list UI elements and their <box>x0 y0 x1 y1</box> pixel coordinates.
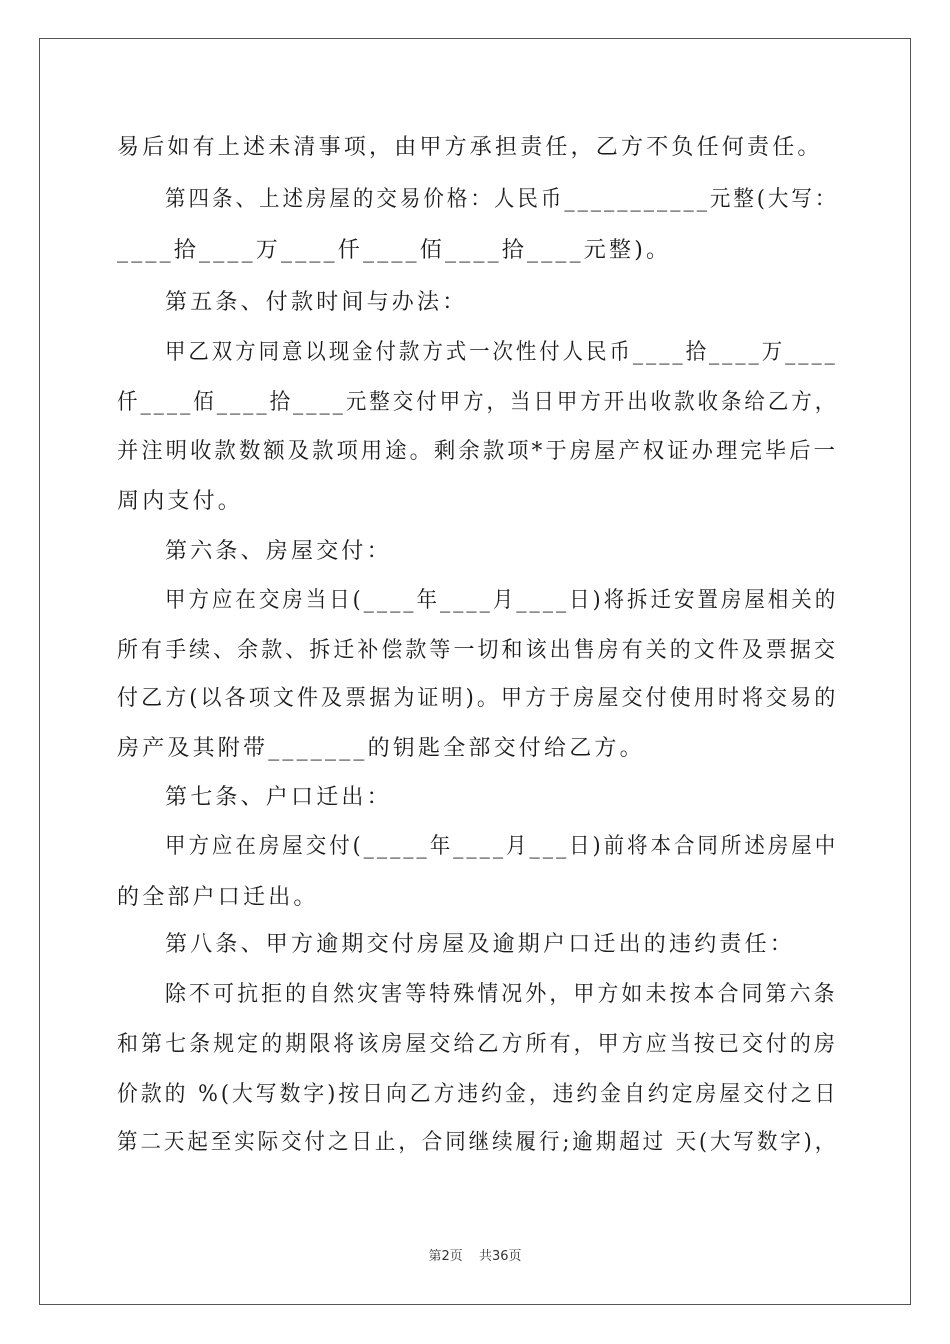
text-line: 甲方应在房屋交付(_____年____月___日)前将本合同所述房屋中 <box>165 834 839 859</box>
text-line: 房产及其附带_______的钥匙全部交付给乙方。 <box>117 736 645 761</box>
section-heading: 第六条、房屋交付： <box>165 539 392 564</box>
text-line: 的全部户口迁出。 <box>117 885 319 910</box>
page-footer <box>0 1245 950 1264</box>
page-border <box>39 38 911 1305</box>
text-line: 易后如有上述未清事项，由甲方承担责任，乙方不负任何责任。 <box>117 135 823 160</box>
text-line: 仟____佰____拾____元整交付甲方，当日甲方开出收款收条给乙方， <box>117 390 839 415</box>
text-line: 甲方应在交房当日(____年____月____日)将拆迁安置房屋相关的 <box>165 588 839 613</box>
page-number: 第2页 <box>428 1249 463 1264</box>
section-heading: 第八条、甲方逾期交付房屋及逾期户口迁出的违约责任： <box>165 932 796 957</box>
section-heading: 第五条、付款时间与办法： <box>165 290 468 315</box>
text-line: 价款的 %(大写数字)按日向乙方违约金，违约金自约定房屋交付之日 <box>117 1082 839 1107</box>
text-line: 和第七条规定的期限将该房屋交给乙方所有，甲方应当按已交付的房 <box>117 1032 839 1057</box>
page-total: 共36页 <box>478 1249 522 1264</box>
text-line: 所有手续、余款、拆迁补偿款等一切和该出售房有关的文件及票据交 <box>117 638 839 663</box>
text-line: 付乙方(以各项文件及票据为证明)。甲方于房屋交付使用时将交易的 <box>117 686 839 711</box>
text-line: ____拾____万____仟____佰____拾____元整)。 <box>117 238 672 263</box>
text-line: 并注明收款数额及款项用途。剩余款项*于房屋产权证办理完毕后一 <box>117 439 839 464</box>
text-line: 周内支付。 <box>117 489 244 514</box>
text-line: 第二天起至实际交付之日止，合同继续履行;逾期超过 天(大写数字)， <box>117 1130 839 1155</box>
section-heading: 第七条、户口迁出： <box>165 785 392 810</box>
text-line: 第四条、上述房屋的交易价格：人民币___________元整(大写： <box>165 187 839 212</box>
text-line: 除不可抗拒的自然灾害等特殊情况外，甲方如未按本合同第六条 <box>165 982 838 1007</box>
text-line: 甲乙双方同意以现金付款方式一次性付人民币____拾____万____ <box>165 340 838 365</box>
